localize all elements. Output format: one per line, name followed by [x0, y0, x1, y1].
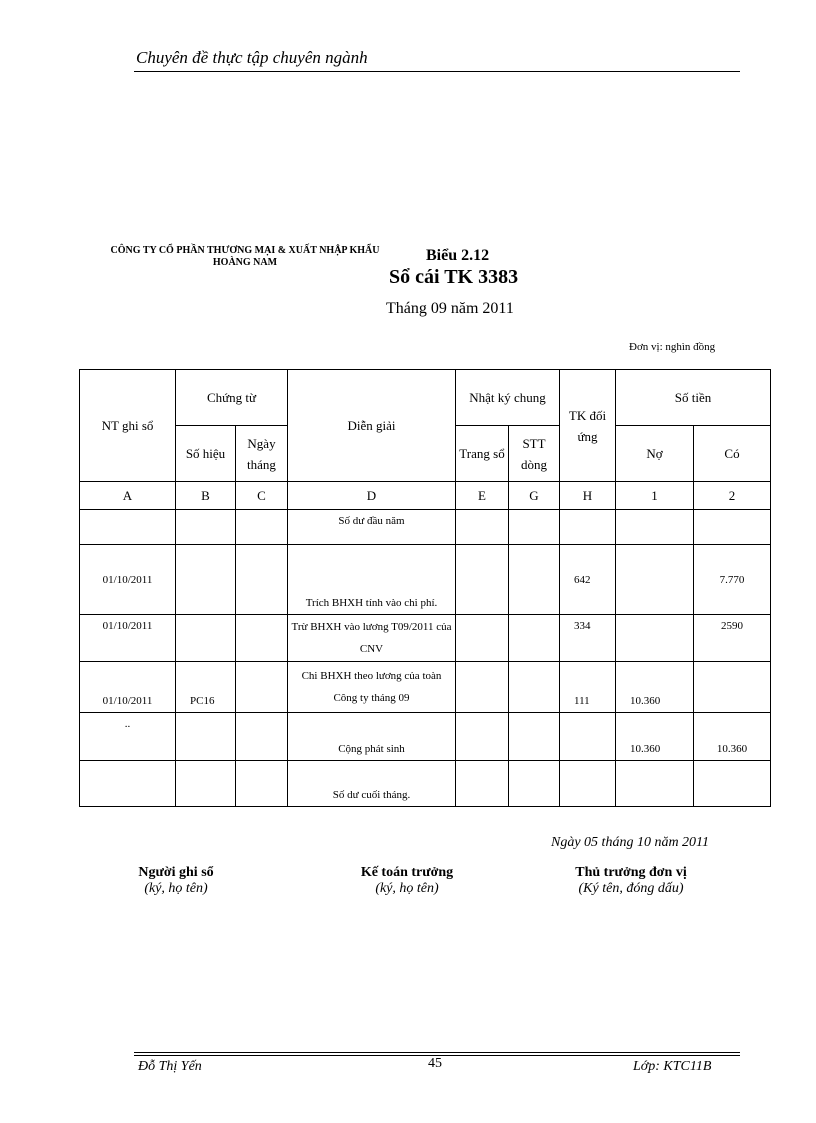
cell-date: 01/10/2011 — [80, 615, 176, 662]
cell-ngay — [236, 510, 288, 545]
col-header-ngay-thang: Ngày tháng — [236, 426, 288, 482]
signature-role: Người ghi sổ — [138, 865, 214, 880]
footer-rule — [134, 1052, 740, 1053]
column-code-row — [80, 482, 771, 510]
ledger-period: Tháng 09 năm 2011 — [386, 300, 514, 317]
table-row — [80, 615, 771, 662]
cell-no — [616, 545, 694, 615]
cell-co — [694, 510, 771, 545]
cell-trang — [456, 662, 509, 713]
col-header-stt-dong: STT dòng — [509, 426, 560, 482]
col-header-trang-so: Trang sổ — [456, 426, 509, 482]
table-row — [80, 545, 771, 615]
header-rule — [134, 71, 740, 72]
cell-tk: 642 — [560, 545, 616, 615]
col-header-dien-giai: Diễn giải — [288, 370, 456, 482]
cell-ngay — [236, 713, 288, 761]
cell-ngay — [236, 761, 288, 807]
ledger-table — [79, 369, 771, 807]
sign-date: Ngày 05 tháng 10 năm 2011 — [551, 835, 710, 850]
cell-co: 2590 — [694, 615, 771, 662]
col-header-no: Nợ — [616, 426, 694, 482]
cell-tk — [560, 761, 616, 807]
table-row — [80, 713, 771, 761]
cell-desc: Chi BHXH theo lương của toàn Công ty tháng 09 — [288, 662, 456, 713]
cell-co — [694, 761, 771, 807]
signature-recorder — [76, 865, 276, 897]
signature-director — [531, 865, 731, 897]
cell-tk — [560, 510, 616, 545]
cell-tk — [560, 713, 616, 761]
signature-note: (Ký tên, đóng dấu) — [578, 881, 684, 896]
col-header-so-tien: Số tiền — [616, 370, 771, 426]
cell-co: 7.770 — [694, 545, 771, 615]
column-code: H — [560, 482, 616, 510]
cell-so-hieu — [176, 545, 236, 615]
cell-trang — [456, 510, 509, 545]
cell-stt — [509, 545, 560, 615]
cell-no — [616, 761, 694, 807]
column-code: G — [509, 482, 560, 510]
column-code: 1 — [616, 482, 694, 510]
cell-co: 10.360 — [694, 713, 771, 761]
currency-unit: Đơn vị: nghìn đồng — [629, 341, 716, 353]
signature-accountant — [307, 865, 507, 897]
signature-note: (ký, họ tên) — [375, 881, 439, 896]
cell-co — [694, 662, 771, 713]
cell-no — [616, 510, 694, 545]
cell-date: 01/10/2011 — [80, 545, 176, 615]
cell-no: 10.360 — [616, 662, 694, 713]
cell-date — [80, 761, 176, 807]
cell-date — [80, 510, 176, 545]
cell-so-hieu: PC16 — [176, 662, 236, 713]
cell-stt — [509, 713, 560, 761]
table-row — [80, 510, 771, 545]
column-code: 2 — [694, 482, 771, 510]
col-header-tk-doi-ung: TK đối ứng — [560, 370, 616, 482]
cell-trang — [456, 761, 509, 807]
document-header-title: Chuyên đề thực tập chuyên ngành — [136, 48, 368, 67]
cell-no: 10.360 — [616, 713, 694, 761]
page-number: 45 — [428, 1056, 442, 1071]
cell-ngay — [236, 545, 288, 615]
column-code: D — [288, 482, 456, 510]
column-code: E — [456, 482, 509, 510]
cell-stt — [509, 761, 560, 807]
cell-stt — [509, 510, 560, 545]
cell-no — [616, 615, 694, 662]
cell-so-hieu — [176, 761, 236, 807]
cell-desc: Trừ BHXH vào lương T09/2011 của CNV — [288, 615, 456, 662]
cell-trang — [456, 545, 509, 615]
column-code: A — [80, 482, 176, 510]
cell-date: 01/10/2011 — [80, 662, 176, 713]
cell-trang — [456, 713, 509, 761]
company-name — [90, 245, 400, 269]
cell-stt — [509, 662, 560, 713]
cell-trang — [456, 615, 509, 662]
signature-role: Kế toán trưởng — [360, 865, 454, 880]
header-row-1 — [80, 370, 771, 426]
footer-class: Lớp: KTC11B — [633, 1059, 712, 1074]
company-name-line2: HOÀNG NAM — [212, 257, 278, 268]
cell-so-hieu — [176, 713, 236, 761]
cell-desc: Số dư cuối tháng. — [288, 761, 456, 807]
cell-desc: Trích BHXH tính vào chi phí. — [288, 545, 456, 615]
ledger-title: Sổ cái TK 3383 — [389, 266, 519, 288]
form-number: Biểu 2.12 — [426, 247, 490, 264]
column-code: B — [176, 482, 236, 510]
column-code: C — [236, 482, 288, 510]
cell-so-hieu — [176, 510, 236, 545]
cell-tk: 111 — [560, 662, 616, 713]
cell-date: .. — [80, 713, 176, 761]
col-header-co: Có — [694, 426, 771, 482]
col-header-nhat-ky-chung: Nhật ký chung — [456, 370, 560, 426]
cell-stt — [509, 615, 560, 662]
cell-so-hieu — [176, 615, 236, 662]
cell-desc: Số dư đầu năm — [288, 510, 456, 545]
signature-role: Thủ trưởng đơn vị — [575, 865, 687, 880]
col-header-so-hieu: Số hiệu — [176, 426, 236, 482]
company-name-line1: CÔNG TY CỔ PHẦN THƯƠNG MẠI & XUẤT NHẬP KHẨU — [110, 245, 380, 256]
col-header-nt-ghi-so: NT ghi sổ — [80, 370, 176, 482]
table-row — [80, 662, 771, 713]
table-row — [80, 761, 771, 807]
cell-ngay — [236, 615, 288, 662]
cell-desc: Cộng phát sinh — [288, 713, 456, 761]
col-header-chung-tu: Chứng từ — [176, 370, 288, 426]
signature-note: (ký, họ tên) — [144, 881, 208, 896]
footer-author: Đỗ Thị Yến — [138, 1059, 202, 1074]
cell-ngay — [236, 662, 288, 713]
cell-tk: 334 — [560, 615, 616, 662]
